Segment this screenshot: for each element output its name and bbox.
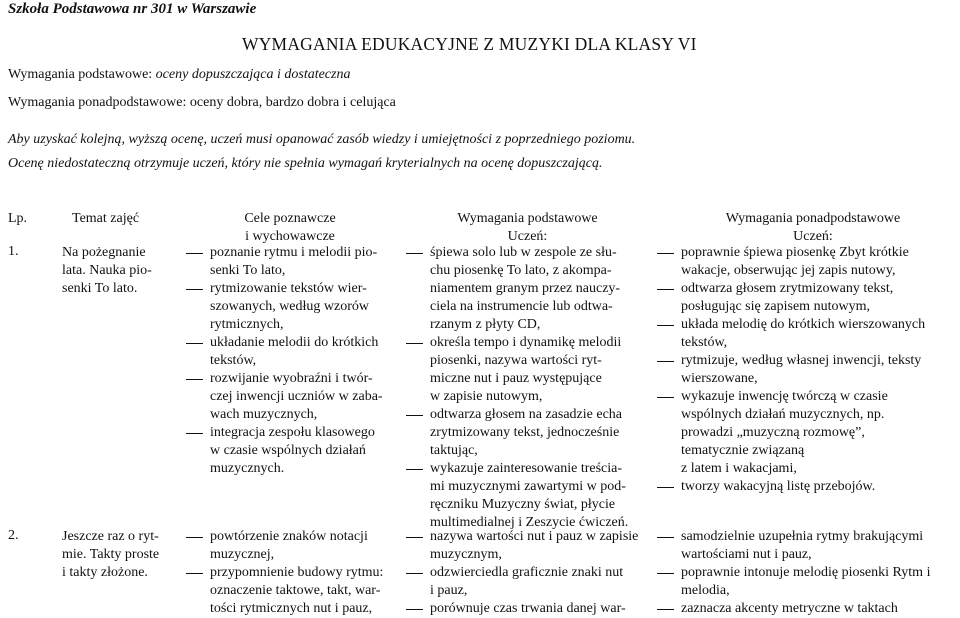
row-2-advanced-list [656, 528, 956, 618]
list-item: odzwierciedla graficznie znaki nut i pauz, [405, 564, 650, 600]
row-2-basic-list [405, 528, 650, 618]
row-1-basic-list [405, 244, 650, 532]
list-item: poprawnie śpiewa piosenkę Zbyt krótkie wakacje, obserwując jej zapis nutowy, [656, 244, 956, 280]
header-advanced-line1: Wymagania ponadpodstawowe [725, 211, 901, 226]
row-2-goals-list [185, 528, 395, 618]
header-basic-line1: Wymagania podstawowe [457, 211, 598, 226]
list-item: nazywa wartości nut i pauz w zapisie muzycznym, [405, 528, 650, 564]
list-item: integracja zespołu klasowego w czasie wspólnych działań muzycznych. [185, 424, 395, 478]
list-item: śpiewa solo lub w zespole ze słu- chu piosenkę To lato, z akompa- niamentem granym przez nauczy- ciela na instrumencie lub odtwa- rzanym z płyty CD, [405, 244, 650, 334]
row-1-topic-line: senki To lato. [62, 281, 138, 296]
header-basic [405, 210, 650, 246]
row-2-topic-line: i takty złożone. [62, 565, 148, 580]
advanced-requirements-line [8, 95, 396, 111]
header-goals-line1: Cele poznawcze [244, 211, 336, 226]
list-item: poznanie rytmu i melodii pio- senki To lato, [185, 244, 395, 280]
list-item: odtwarza głosem na zasadzie echa zrytmizowany tekst, jednocześnie taktując, [405, 406, 650, 460]
list-item: przypomnienie budowy rytmu: oznaczenie taktowe, takt, war- tości rytmicznych nut i pauz, [185, 564, 395, 618]
row-2-topic-line: mie. Takty proste [62, 547, 160, 562]
header-basic-line2: Uczeń: [507, 229, 548, 244]
header-goals [190, 210, 390, 246]
list-item: porównuje czas trwania danej war- [405, 600, 650, 618]
row-2-number: 2. [8, 528, 19, 543]
note-next-grade: Aby uzyskać kolejną, wyższą ocenę, uczeń musi opanować zasób wiedzy i umiejętności z poprzedniego poziomu. [8, 132, 636, 147]
list-item: określa tempo i dynamikę melodii piosenki, nazywa wartości ryt- miczne nut i pauz występujące w zapisie nutowym, [405, 334, 650, 406]
list-item: tworzy wakacyjną listę przebojów. [656, 478, 956, 496]
list-item: zaznacza akcenty metryczne w taktach [656, 600, 956, 618]
row-1-topic-line: lata. Nauka pio- [62, 263, 152, 278]
advanced-requirements-value: oceny dobra, bardzo dobra i celująca [189, 95, 396, 110]
header-advanced [668, 210, 958, 246]
list-item: rytmizuje, według własnej inwencji, teksty wierszowane, [656, 352, 956, 388]
basic-requirements-label: Wymagania podstawowe: [8, 67, 156, 82]
school-name: Szkoła Podstawowa nr 301 w Warszawie [8, 1, 257, 17]
list-item: układanie melodii do krótkich tekstów, [185, 334, 395, 370]
list-item: odtwarza głosem zrytmizowany tekst, posługując się zapisem nutowym, [656, 280, 956, 316]
list-item: układa melodię do krótkich wierszowanych tekstów, [656, 316, 956, 352]
basic-requirements-value: oceny dopuszczająca i dostateczna [155, 67, 351, 82]
header-lp: Lp. [8, 211, 28, 226]
note-failing-grade: Ocenę niedostateczną otrzymuje uczeń, który nie spełnia wymagań kryterialnych na ocenę dopuszczającą. [8, 156, 603, 171]
list-item: poprawnie intonuje melodię piosenki Rytm i melodia, [656, 564, 956, 600]
row-2-topic-line: Jeszcze raz o ryt- [62, 529, 159, 544]
list-item: powtórzenie znaków notacji muzycznej, [185, 528, 395, 564]
header-advanced-line2: Uczeń: [793, 229, 833, 244]
list-item: rytmizowanie tekstów wier- szowanych, według wzorów rytmicznych, [185, 280, 395, 334]
row-1-advanced-list [656, 244, 956, 496]
list-item: samodzielnie uzupełnia rytmy brakującymi wartościami nut i pauz, [656, 528, 956, 564]
advanced-requirements-label: Wymagania ponadpodstawowe: [8, 95, 190, 110]
document-title: WYMAGANIA EDUKACYJNE Z MUZYKI DLA KLASY VI [242, 34, 697, 54]
row-2-topic [62, 528, 172, 582]
row-1-number: 1. [8, 244, 19, 259]
row-1-goals-list [185, 244, 395, 478]
header-goals-line2: i wychowawcze [245, 229, 335, 244]
header-topic: Temat zajęć [72, 211, 140, 226]
row-1-topic [62, 244, 172, 298]
row-1-topic-line: Na pożegnanie [62, 245, 146, 260]
list-item: rozwijanie wyobraźni i twór- czej inwencji uczniów w zaba- wach muzycznych, [185, 370, 395, 424]
list-item: wykazuje zainteresowanie treścia- mi muzycznymi zawartymi w pod- ręczniku Muzyczny świat, płycie multimedialnej i Zeszycie ćwiczeń. [405, 460, 650, 532]
list-item: wykazuje inwencję twórczą w czasie wspólnych działań muzycznych, np. prowadzi „muzyczną rozmowę”, tematycznie związaną z latem i wakacjami, [656, 388, 956, 478]
basic-requirements-line [8, 67, 350, 83]
